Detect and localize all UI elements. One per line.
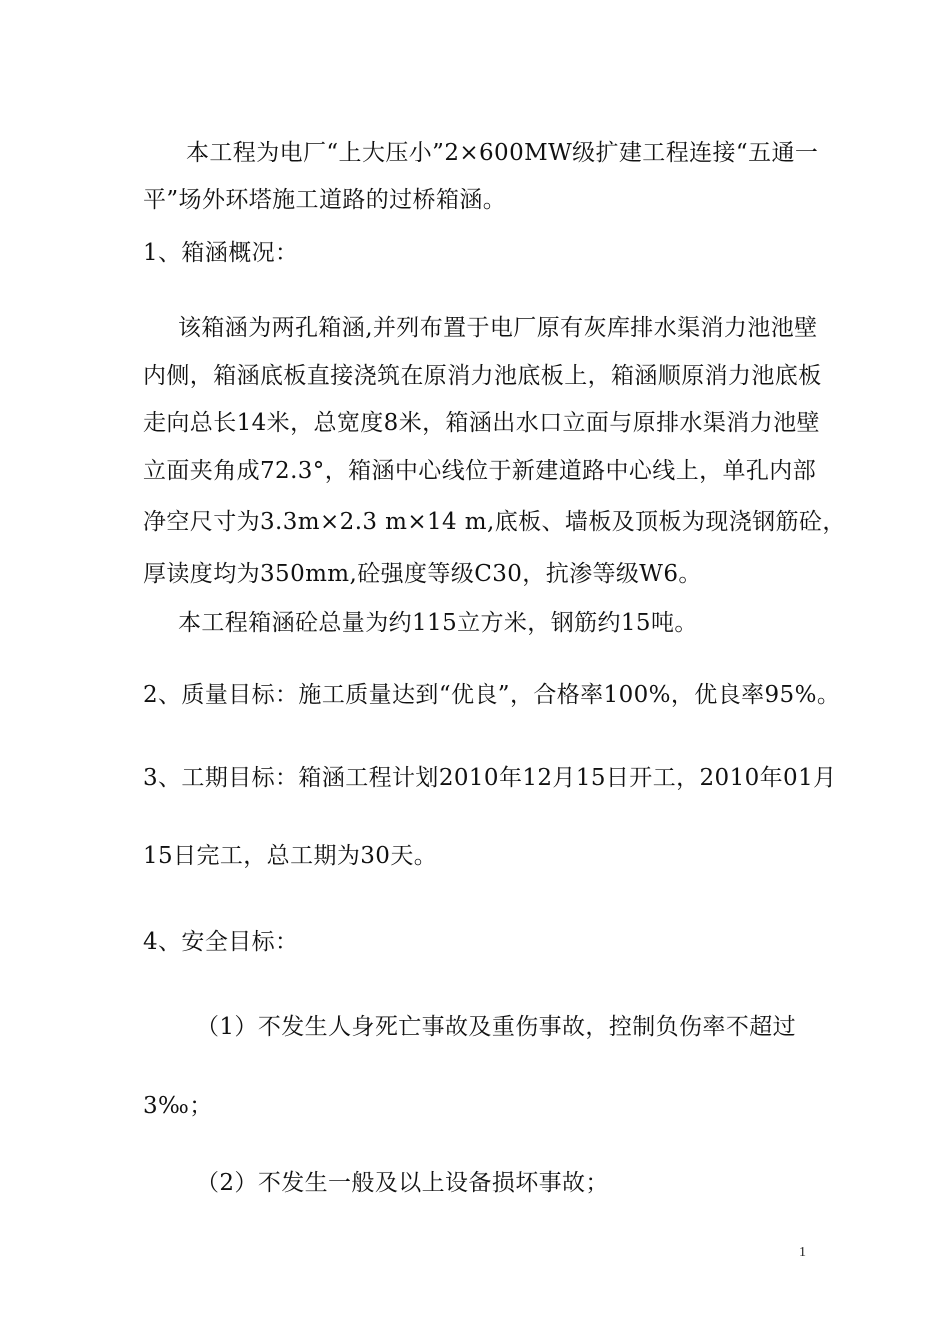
section-2-quality-target: 2、质量目标：施工质量达到“优良”，合格率100%，优良率95%。 (143, 682, 841, 708)
section-3-schedule-line-2: 15日完工，总工期为30天。 (143, 843, 438, 869)
section-1-paragraph-line-4: 立面夹角成72.3°，箱涵中心线位于新建道路中心线上，单孔内部 (143, 458, 817, 484)
section-1-paragraph-line-3: 走向总长14米，总宽度8米，箱涵出水口立面与原排水渠消力池壁 (143, 410, 820, 436)
safety-item-1-line-2: 3‰； (143, 1093, 213, 1119)
safety-item-2: （2）不发生一般及以上设备损坏事故； (196, 1170, 609, 1196)
section-1-paragraph-line-5: 净空尺寸为3.3m×2.3 m×14 m,底板、墙板及顶板为现浇钢筋砼， (143, 509, 846, 535)
safety-item-1-line-1: （1）不发生人身死亡事故及重伤事故，控制负伤率不超过 (196, 1014, 797, 1040)
section-1-paragraph-line-2: 内侧，箱涵底板直接浇筑在原消力池底板上，箱涵顺原消力池底板 (143, 363, 822, 389)
section-1-paragraph-line-6: 厚读度均为350mm,砼强度等级C30，抗渗等级W6。 (143, 561, 702, 587)
section-1-paragraph-2: 本工程箱涵砼总量为约115立方米，钢筋约15吨。 (178, 610, 698, 636)
page-number: 1 (799, 1245, 806, 1260)
section-1-heading: 1、箱涵概况： (143, 240, 299, 266)
section-4-heading: 4、安全目标： (143, 929, 299, 955)
section-1-paragraph-line-1: 该箱涵为两孔箱涵,并列布置于电厂原有灰库排水渠消力池池壁 (178, 315, 818, 341)
section-3-schedule-line-1: 3、工期目标：箱涵工程计划2010年12月15日开工，2010年01月 (143, 765, 837, 791)
intro-line-2: 平”场外环塔施工道路的过桥箱涵。 (143, 187, 507, 213)
intro-line-1: 本工程为电厂“上大压小”2×600MW级扩建工程连接“五通一 (186, 140, 819, 166)
